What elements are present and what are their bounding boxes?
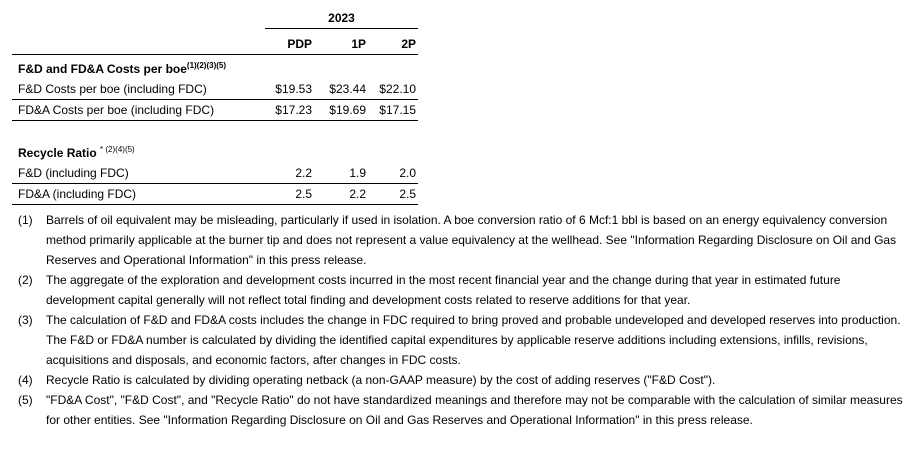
cell-2p: $22.10 — [379, 82, 416, 96]
cell-1p: 1.9 — [349, 166, 366, 180]
column-header-pdp: PDP — [287, 37, 312, 51]
row-label: F&D (including FDC) — [18, 166, 129, 180]
row-label: F&D Costs per boe (including FDC) — [18, 82, 207, 96]
footnote-number: (1) — [18, 213, 33, 227]
fd-section-title: F&D and FD&A Costs per boe$^{(1)(2)(3)(5)}$ — [18, 61, 227, 76]
footnote-text: The aggregate of the exploration and development costs incurred in the most recent financial year and the change during that year in estimated future development capital generally will not reflect total finding and development costs related to reserve additions for that year. — [46, 273, 841, 307]
year-header: 2023 — [328, 11, 355, 25]
footnote-number: (3) — [18, 313, 33, 327]
column-header-row — [12, 34, 418, 55]
table-row — [12, 163, 418, 184]
year-header-row — [12, 10, 418, 27]
table-row — [12, 100, 418, 121]
recycle-section-title: Recycle Ratio $^{* (2)(4)(5)}$ — [18, 145, 135, 160]
column-header-1p: 1P — [351, 37, 366, 51]
footnote-1 — [12, 210, 907, 270]
recycle-section-title-sup: * (2)(4)(5) — [100, 145, 135, 154]
footnote-2 — [12, 270, 907, 310]
cell-pdp: $17.23 — [275, 103, 312, 117]
metrics-table — [12, 10, 418, 205]
cell-2p: 2.5 — [399, 187, 416, 201]
table-row — [12, 184, 418, 205]
cell-1p: 2.2 — [349, 187, 366, 201]
cell-1p: $19.69 — [329, 103, 366, 117]
column-header-2p: 2P — [401, 37, 416, 51]
table-row — [12, 79, 418, 100]
row-label: FD&A (including FDC) — [18, 187, 137, 201]
footnote-text: Recycle Ratio is calculated by dividing operating netback (a non-GAAP measure) by the cost of adding reserves ("F&D Cost"). — [46, 373, 716, 387]
footnote-3 — [12, 310, 907, 370]
footnote-number: (2) — [18, 273, 33, 287]
year-underline — [265, 28, 418, 29]
footnote-text: "FD&A Cost", "F&D Cost", and "Recycle Ratio" do not have standardized meanings and therefore may not be comparable with the calculation of similar measures for other entities. See "Information Regarding Disclosure on Oil and Gas Reserves and Operational Information" in this press release. — [46, 393, 903, 427]
footnote-number: (4) — [18, 373, 33, 387]
section-spacer — [12, 121, 418, 143]
footnote-5 — [12, 390, 907, 430]
cell-pdp: 2.2 — [295, 166, 312, 180]
footnote-number: (5) — [18, 393, 33, 407]
footnote-text: The calculation of F&D and FD&A costs includes the change in FDC required to bring proved and probable undeveloped and developed reserves into production. The F&D or FD&A number is calculated by dividing the identified capital expenditures by applicable reserve additions including extensions, infills, revisions, acquisitions and disposals, and economic factors, after changes in FDC costs. — [46, 313, 901, 367]
recycle-section-title-row — [12, 143, 418, 163]
footnote-text: Barrels of oil equivalent may be misleading, particularly if used in isolation. A boe conversion ratio of 6 Mcf:1 bbl is based on an energy equivalency conversion method primarily applicable at the burner tip and does not represent a value equivalency at the wellhead. See "Information Regarding Disclosure on Oil and Gas Reserves and Operational Information" in this press release. — [46, 213, 897, 267]
row-label: FD&A Costs per boe (including FDC) — [18, 103, 215, 117]
footnotes — [12, 210, 907, 430]
cell-2p: $17.15 — [379, 103, 416, 117]
cell-pdp: 2.5 — [295, 187, 312, 201]
footnote-4 — [12, 370, 907, 390]
fd-section-title-row — [12, 59, 418, 79]
cell-pdp: $19.53 — [275, 82, 312, 96]
cell-2p: 2.0 — [399, 166, 416, 180]
fd-section-title-sup: (1)(2)(3)(5) — [186, 61, 227, 70]
cell-1p: $23.44 — [329, 82, 366, 96]
